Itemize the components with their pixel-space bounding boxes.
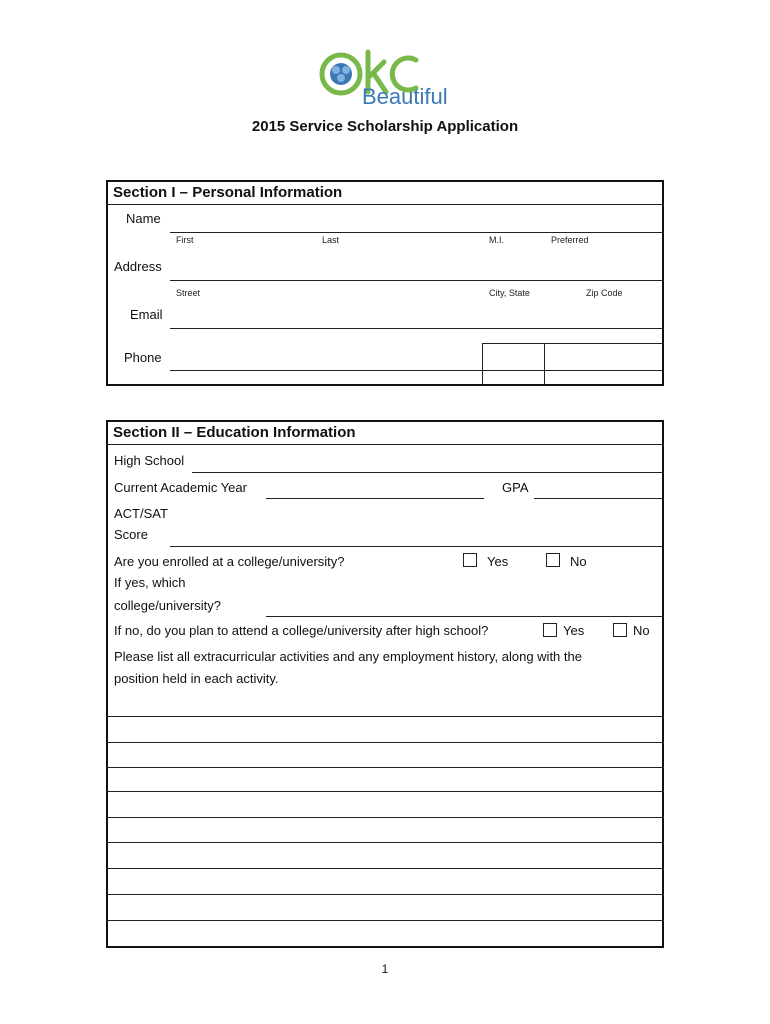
high-school-label: High School xyxy=(114,453,185,468)
phone-box-left xyxy=(482,343,483,385)
section-1-title-divider xyxy=(106,204,664,205)
activity-line[interactable] xyxy=(106,842,664,843)
plan-question: If no, do you plan to attend a college/university after high school? xyxy=(114,623,489,638)
email-field-line[interactable] xyxy=(170,328,662,329)
name-label: Name xyxy=(126,211,161,226)
activity-line[interactable] xyxy=(106,920,664,921)
enrolled-no-checkbox[interactable] xyxy=(546,553,560,567)
address-field-line[interactable] xyxy=(170,280,662,281)
name-sublabel-mi: M.I. xyxy=(489,235,504,245)
phone-box-top xyxy=(482,343,662,344)
document-title: 2015 Service Scholarship Application xyxy=(251,118,519,135)
address-sublabel-zip: Zip Code xyxy=(586,288,623,298)
logo-subtext: Beautiful xyxy=(362,84,448,109)
section-1-box xyxy=(106,180,664,386)
activity-line[interactable] xyxy=(106,791,664,792)
address-sublabel-street: Street xyxy=(176,288,201,298)
which-college-label-line2: college/university? xyxy=(114,598,221,613)
act-sat-label-line1: ACT/SAT xyxy=(114,506,168,521)
gpa-label: GPA xyxy=(502,480,529,495)
which-college-field-line[interactable] xyxy=(266,616,662,617)
activities-instructions-line1: Please list all extracurricular activities and any employment history, along with the xyxy=(114,649,582,664)
activity-line[interactable] xyxy=(106,716,664,717)
name-field-line[interactable] xyxy=(170,232,662,233)
address-sublabel-city-state: City, State xyxy=(489,288,530,298)
activity-line[interactable] xyxy=(106,894,664,895)
plan-no-label: No xyxy=(633,623,650,638)
activity-line[interactable] xyxy=(106,767,664,768)
enrolled-yes-label: Yes xyxy=(487,554,509,569)
plan-yes-label: Yes xyxy=(563,623,585,638)
activities-instructions-line2: position held in each activity. xyxy=(114,671,279,686)
academic-year-field-line[interactable] xyxy=(266,498,484,499)
address-label: Address xyxy=(114,259,162,274)
plan-no-checkbox[interactable] xyxy=(613,623,627,637)
enrolled-question: Are you enrolled at a college/university? xyxy=(114,554,345,569)
section-1-title: Section I – Personal Information xyxy=(113,184,343,201)
name-sublabel-preferred: Preferred xyxy=(551,235,589,245)
gpa-field-line[interactable] xyxy=(534,498,662,499)
section-2-title-divider xyxy=(106,444,664,445)
phone-box-divider xyxy=(544,343,545,385)
section-2-title: Section II – Education Information xyxy=(113,424,356,441)
activity-line[interactable] xyxy=(106,817,664,818)
phone-label: Phone xyxy=(124,350,162,365)
activity-line[interactable] xyxy=(106,868,664,869)
act-sat-label-line2: Score xyxy=(114,527,148,542)
which-college-label-line1: If yes, which xyxy=(114,575,186,590)
name-sublabel-last: Last xyxy=(322,235,340,245)
act-sat-field-line[interactable] xyxy=(170,546,662,547)
activity-line[interactable] xyxy=(106,742,664,743)
email-label: Email xyxy=(130,307,163,322)
high-school-field-line[interactable] xyxy=(192,472,662,473)
phone-field-line[interactable] xyxy=(170,370,662,371)
enrolled-yes-checkbox[interactable] xyxy=(463,553,477,567)
name-sublabel-first: First xyxy=(176,235,194,245)
enrolled-no-label: No xyxy=(570,554,587,569)
page-number: 1 xyxy=(381,962,389,976)
academic-year-label: Current Academic Year xyxy=(114,480,247,495)
plan-yes-checkbox[interactable] xyxy=(543,623,557,637)
